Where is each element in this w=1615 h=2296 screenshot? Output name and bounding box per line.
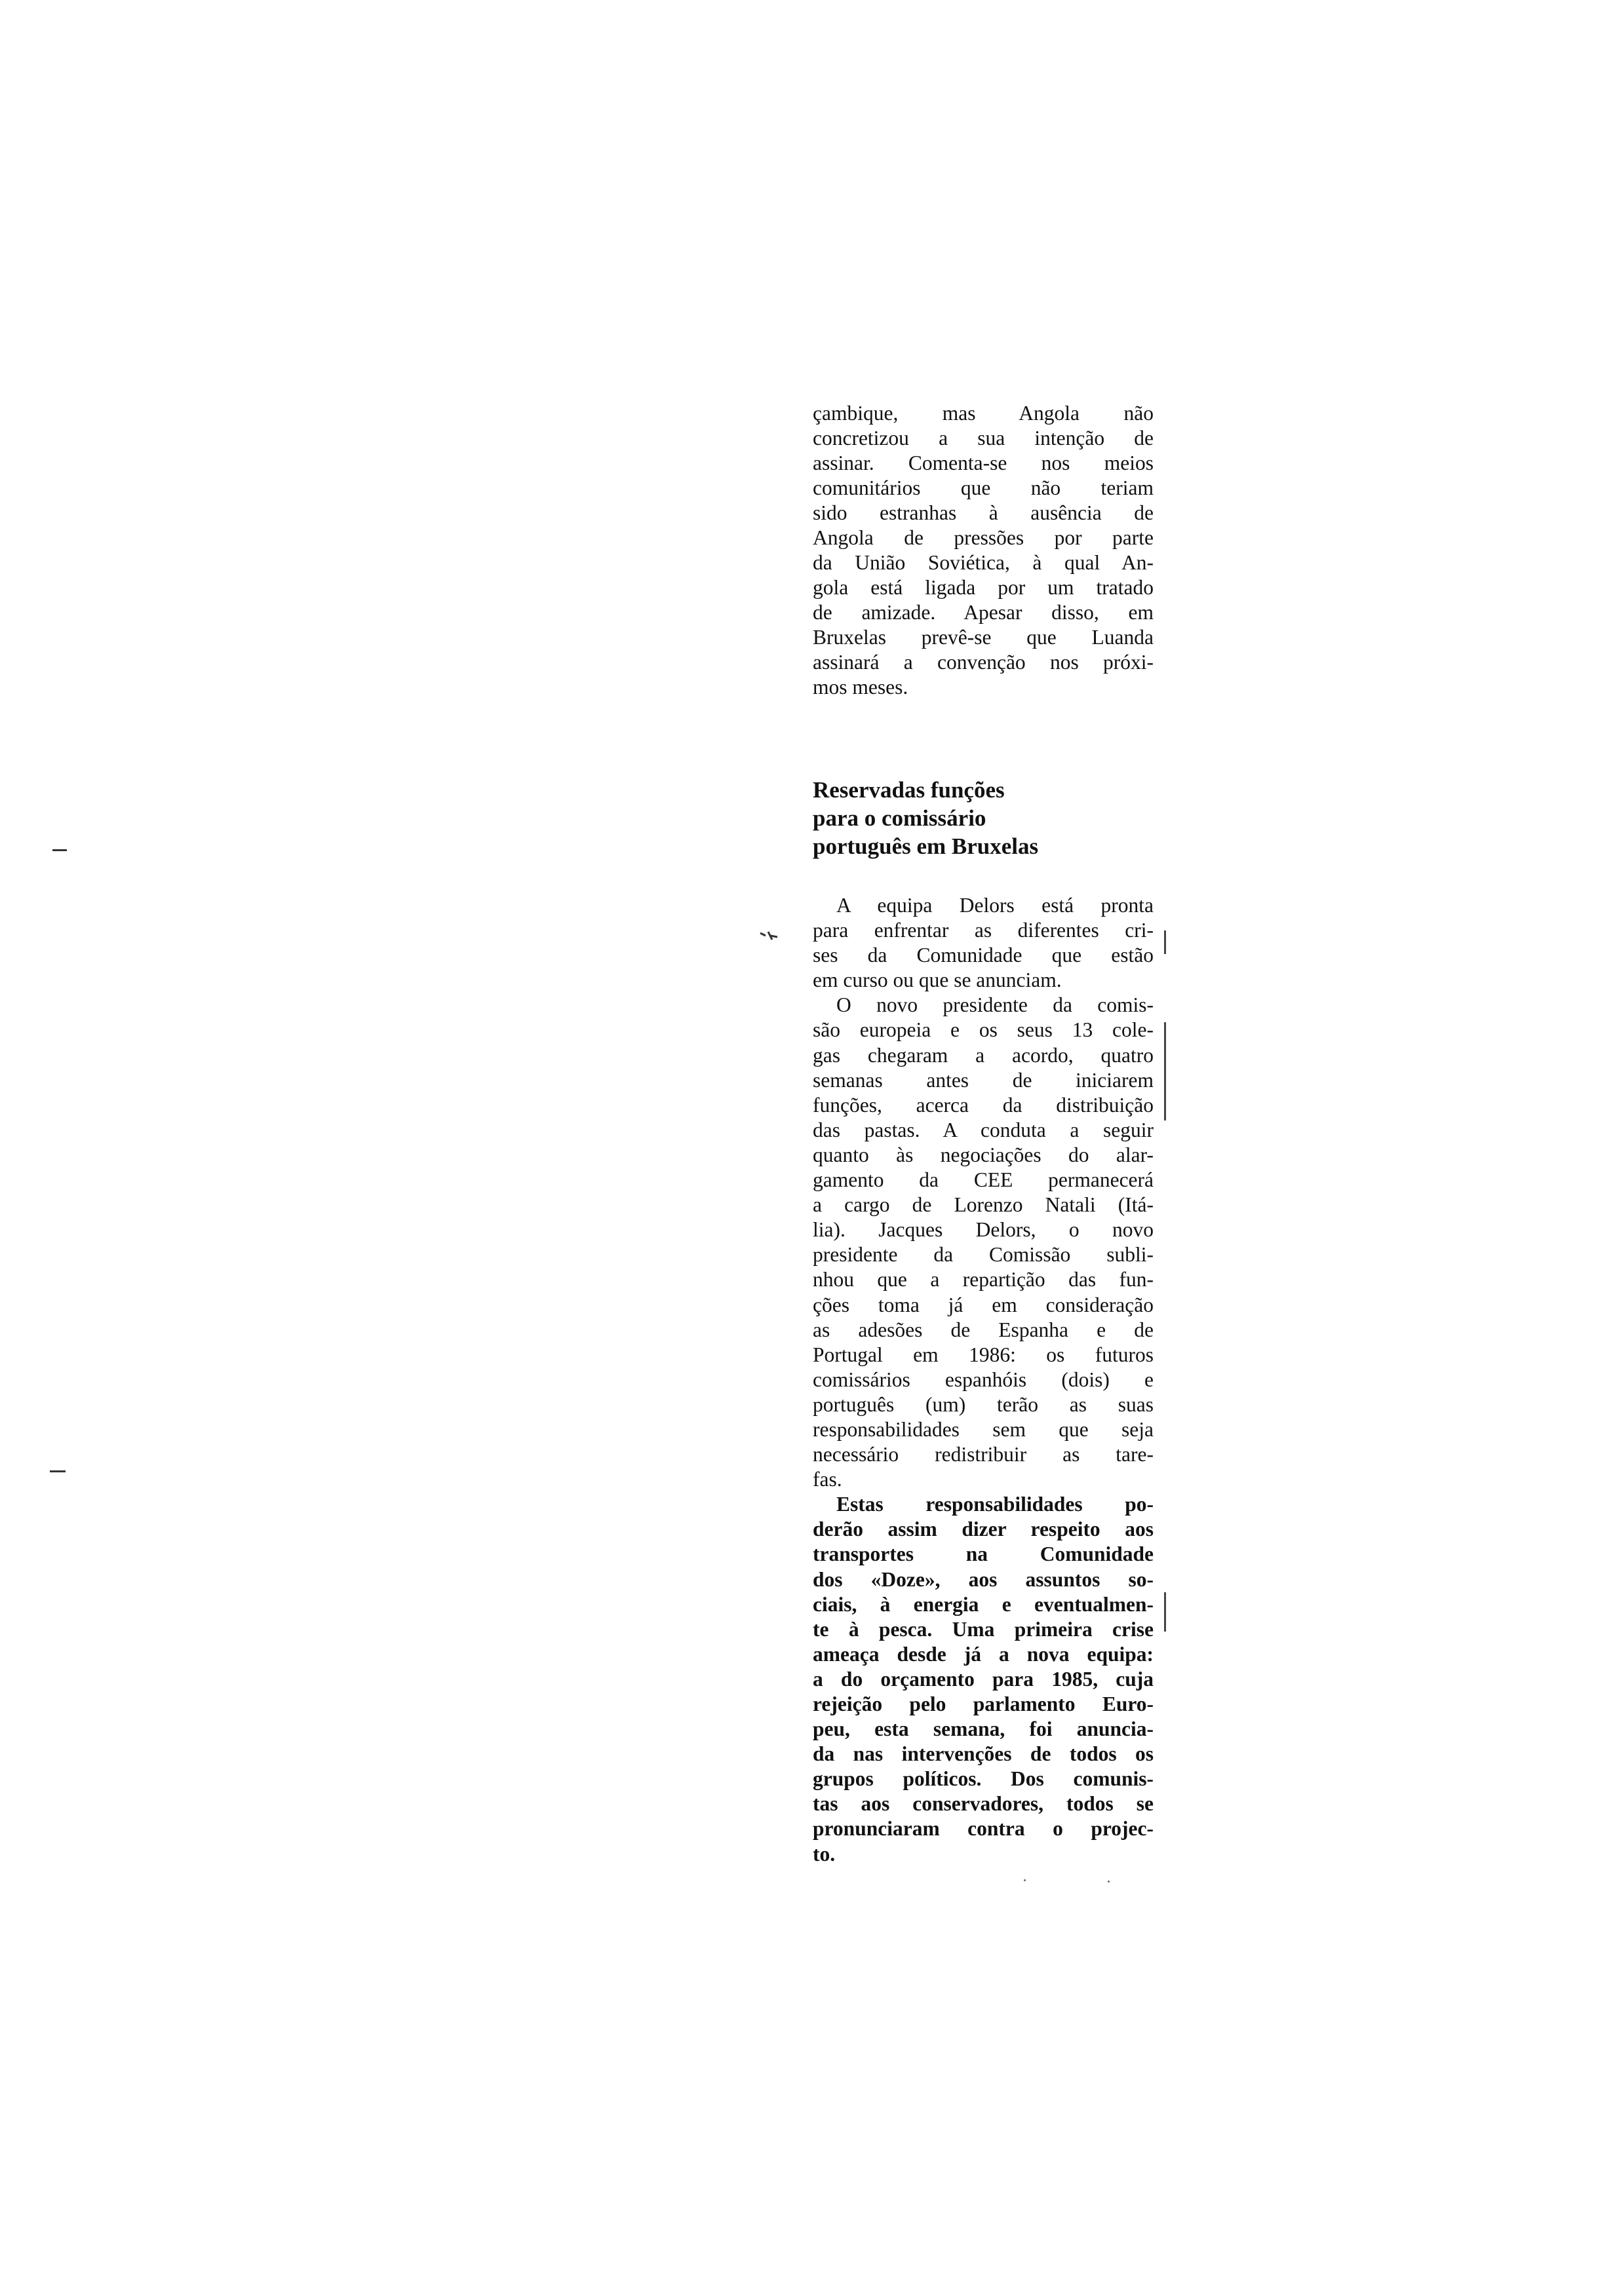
- text-line: são europeia e os seus 13 cole-: [813, 1018, 1154, 1042]
- text-line: lia). Jacques Delors, o novo: [813, 1218, 1154, 1242]
- column-rule: [1164, 1592, 1166, 1632]
- text-line: derão assim dizer respeito aos: [813, 1518, 1154, 1541]
- text-line: transportes na Comunidade: [813, 1542, 1154, 1566]
- text-line: da União Soviética, à qual An-: [813, 551, 1154, 574]
- text-line: ses da Comunidade que estão: [813, 944, 1154, 967]
- text-line: pronunciaram contra o projec-: [813, 1817, 1154, 1841]
- scan-speck: [1024, 1879, 1026, 1881]
- text-line: çambique, mas Angola não: [813, 402, 1154, 425]
- text-line: Angola de pressões por parte: [813, 526, 1154, 549]
- heading-line: Reservadas funções: [813, 777, 1005, 803]
- text-line: te à pesca. Uma primeira crise: [813, 1617, 1154, 1641]
- article-body: [813, 893, 1154, 1867]
- text-line: sido estranhas à ausência de: [813, 501, 1154, 524]
- column-rule: [1164, 1022, 1166, 1120]
- text-line: ameaça desde já a nova equipa:: [813, 1642, 1154, 1666]
- text-line: peu, esta semana, foi anuncia-: [813, 1717, 1154, 1741]
- text-line: Portugal em 1986: os futuros: [813, 1343, 1154, 1366]
- text-line: Bruxelas prevê-se que Luanda: [813, 626, 1154, 649]
- text-line: da nas intervenções de todos os: [813, 1742, 1154, 1766]
- text-line: de amizade. Apesar disso, em: [813, 601, 1154, 624]
- text-line: as adesões de Espanha e de: [813, 1318, 1154, 1341]
- text-line: fas.: [813, 1468, 842, 1491]
- text-line: quanto às negociações do alar-: [813, 1143, 1154, 1166]
- text-line: Estas responsabilidades po-: [836, 1493, 1154, 1516]
- text-line: ções toma já em consideração: [813, 1293, 1154, 1316]
- text-line: assinará a convenção nos próxi-: [813, 651, 1154, 674]
- text-line: tas aos conservadores, todos se: [813, 1792, 1154, 1816]
- text-line: mos meses.: [813, 676, 908, 698]
- text-line: ciais, à energia e eventualmen-: [813, 1592, 1154, 1616]
- text-line: gola está ligada por um tratado: [813, 576, 1154, 599]
- column-rule: [1164, 930, 1166, 954]
- text-line: gamento da CEE permanecerá: [813, 1168, 1154, 1192]
- paragraph-2: [813, 993, 1154, 1492]
- text-line: to.: [813, 1842, 836, 1866]
- margin-mark: [52, 849, 67, 851]
- article-column: [813, 401, 1154, 1867]
- paragraph-3: [813, 1492, 1154, 1866]
- text-line: para enfrentar as diferentes cri-: [813, 919, 1154, 942]
- text-line: português (um) terão as suas: [813, 1392, 1154, 1416]
- text-line: necessário redistribuir as tare-: [813, 1443, 1154, 1466]
- text-line: concretizou a sua intenção de: [813, 427, 1154, 450]
- text-line: responsabilidades sem que seja: [813, 1417, 1154, 1441]
- margin-mark: [50, 1470, 66, 1472]
- heading-line: português em Bruxelas: [813, 833, 1039, 859]
- text-line: rejeição pelo parlamento Euro-: [813, 1693, 1154, 1715]
- intro-paragraph: [813, 401, 1154, 700]
- text-line: comissários espanhóis (dois) e: [813, 1368, 1154, 1391]
- text-line: A equipa Delors está pronta: [836, 894, 1154, 917]
- text-line: assinar. Comenta-se nos meios: [813, 451, 1154, 474]
- text-line: gas chegaram a acordo, quatro: [813, 1043, 1154, 1067]
- section-heading: [813, 776, 1121, 860]
- text-line: a do orçamento para 1985, cuja: [813, 1667, 1154, 1691]
- heading-line: para o comissário: [813, 805, 986, 831]
- scan-speck: [1108, 1881, 1110, 1883]
- text-line: comunitários que não teriam: [813, 476, 1154, 499]
- text-line: a cargo de Lorenzo Natali (Itá-: [813, 1193, 1154, 1217]
- text-line: presidente da Comissão subli-: [813, 1243, 1154, 1267]
- text-line: nhou que a repartição das fun-: [813, 1268, 1154, 1292]
- paragraph-1: [813, 893, 1154, 993]
- text-line: O novo presidente da comis-: [836, 993, 1154, 1017]
- text-line: das pastas. A conduta a seguir: [813, 1118, 1154, 1141]
- scribble-mark: [759, 929, 785, 949]
- text-line: funções, acerca da distribuição: [813, 1093, 1154, 1117]
- text-line: semanas antes de iniciarem: [813, 1068, 1154, 1092]
- text-line: dos «Doze», aos assuntos so-: [813, 1567, 1154, 1591]
- text-line: grupos políticos. Dos comunis-: [813, 1767, 1154, 1791]
- text-line: em curso ou que se anunciam.: [813, 968, 1062, 992]
